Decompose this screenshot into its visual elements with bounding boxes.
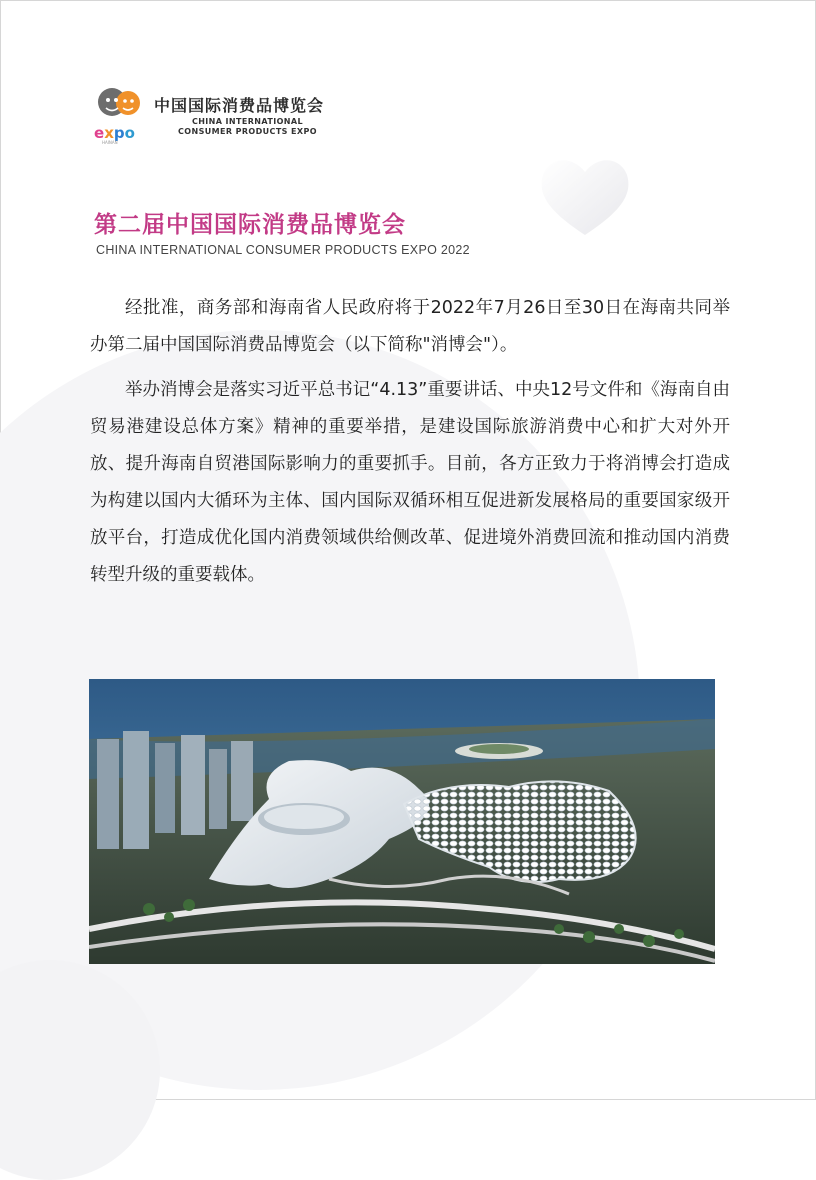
- body-text: [90, 290, 730, 602]
- logo-title-cn: 中国国际消费品博览会: [154, 96, 325, 115]
- heart-decoration: [535, 150, 635, 240]
- paragraph-1: 经批准，商务部和海南省人民政府将于2022年7月26日至30日在海南共同举办第二届中国国际消费品博览会（以下简称"消博会"）。: [90, 298, 730, 355]
- svg-text:expo: expo: [94, 124, 135, 142]
- page-subtitle: CHINA INTERNATIONAL CONSUMER PRODUCTS EXPO 2022: [96, 243, 470, 257]
- exhibition-center-photo: [89, 679, 715, 964]
- expo-logo: [92, 86, 392, 146]
- page-title: 第二届中国国际消费品博览会: [94, 212, 406, 238]
- expo-mascot-logo-icon: [92, 86, 150, 146]
- logo-title-en-line2: CONSUMER PRODUCTS EXPO: [178, 127, 317, 136]
- logo-title-en: [178, 117, 317, 137]
- paragraph-2: 举办消博会是落实习近平总书记“4.13”重要讲话、中央12号文件和《海南自由贸易港建设总体方案》精神的重要举措，是建设国际旅游消费中心和扩大对外开放、提升海南自贸港国际影响力的重要抓手。目前，各方正致力于将消博会打造成为构建以国内大循环为主体、国内国际双循环相互促进新发展格局的重要国家级开放平台，打造成优化国内消费领域供给侧改革、促进境外消费回流和推动国内消费转型升级的重要载体。: [90, 380, 730, 585]
- logo-title-en-line1: CHINA INTERNATIONAL: [191, 117, 303, 126]
- svg-text:HAINAN: HAINAN: [102, 140, 118, 145]
